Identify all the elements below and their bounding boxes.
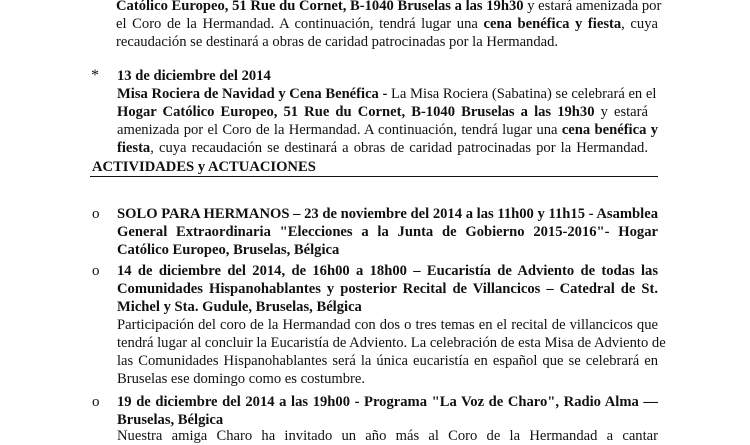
activity-desc-line: tendrá lugar al concluir la Eucaristía de Adviento. La celebración de esta Misa de Adviento de — [117, 335, 666, 351]
activity-line: General Extraordinaria "Elecciones a la Junta de Gobierno 2015-2016"- Hogar — [117, 224, 658, 240]
activity-line: Católico Europeo, Bruselas, Bélgica — [117, 242, 340, 258]
top-paragraph-line-2: el Coro de la Hermandad. A continuación, tendrá lugar una cena benéfica y fiesta, cuya — [116, 16, 658, 32]
activity-desc-line: Bruselas ese domingo como es costumbre. — [117, 371, 366, 387]
activity-desc-line: Nuestra amiga Charo ha invitado un año más al Coro de la Hermandad a cantar — [117, 428, 658, 444]
activity-line: Michel y Sta. Gudule, Bruselas, Bélgica — [117, 299, 362, 315]
section-heading: ACTIVIDADES y ACTUACIONES — [92, 159, 316, 175]
activity-line: Bruselas, Bélgica — [117, 412, 224, 428]
activity-line: Comunidades Hispanohablantes y posterior Recital de Villancicos – Catedral de St. — [117, 281, 658, 297]
circle-bullet: o — [92, 263, 100, 279]
event-date: 13 de diciembre del 2014 — [117, 68, 271, 84]
activity-desc-line: las Comunidades Hispanohablantes será la única eucaristía en español que se celebrará en — [117, 353, 658, 369]
section-divider — [90, 176, 658, 177]
activity-line: 14 de diciembre del 2014, de 16h00 a 18h00 – Eucaristía de Adviento de todas las — [117, 263, 658, 279]
top-paragraph-line-1: Católico Europeo, 51 Rue du Cornet, B-1040 Bruselas a las 19h30 y estará amenizada por — [116, 0, 662, 14]
event-line-2: Hogar Católico Europeo, 51 Rue du Cornet, B-1040 Bruselas a las 19h30 y estará — [117, 104, 648, 120]
activity-line: 19 de diciembre del 2014 a las 19h00 - Programa "La Voz de Charo", Radio Alma — — [117, 394, 658, 410]
event-line-3: amenizada por el Coro de la Hermandad. A continuación, tendrá lugar una cena benéfica y — [117, 122, 658, 138]
activity-line: SOLO PARA HERMANOS – 23 de noviembre del 2014 a las 11h00 y 11h15 - Asamblea — [117, 206, 658, 222]
circle-bullet: o — [92, 206, 100, 222]
circle-bullet: o — [92, 394, 100, 410]
activity-desc-line: Participación del coro de la Hermandad con dos o tres temas en el recital de villancicos que — [117, 317, 658, 333]
top-paragraph-line-3: recaudación se destinará a obras de caridad patrocinadas por la Hermandad. — [116, 34, 559, 50]
event-line-1: Misa Rociera de Navidad y Cena Benéfica - La Misa Rociera (Sabatina) se celebrará en el — [117, 86, 657, 102]
event-line-4: fiesta, cuya recaudación se destinará a obras de caridad patrocinadas por la Hermandad. — [117, 140, 648, 156]
asterisk-bullet: * — [91, 67, 99, 84]
